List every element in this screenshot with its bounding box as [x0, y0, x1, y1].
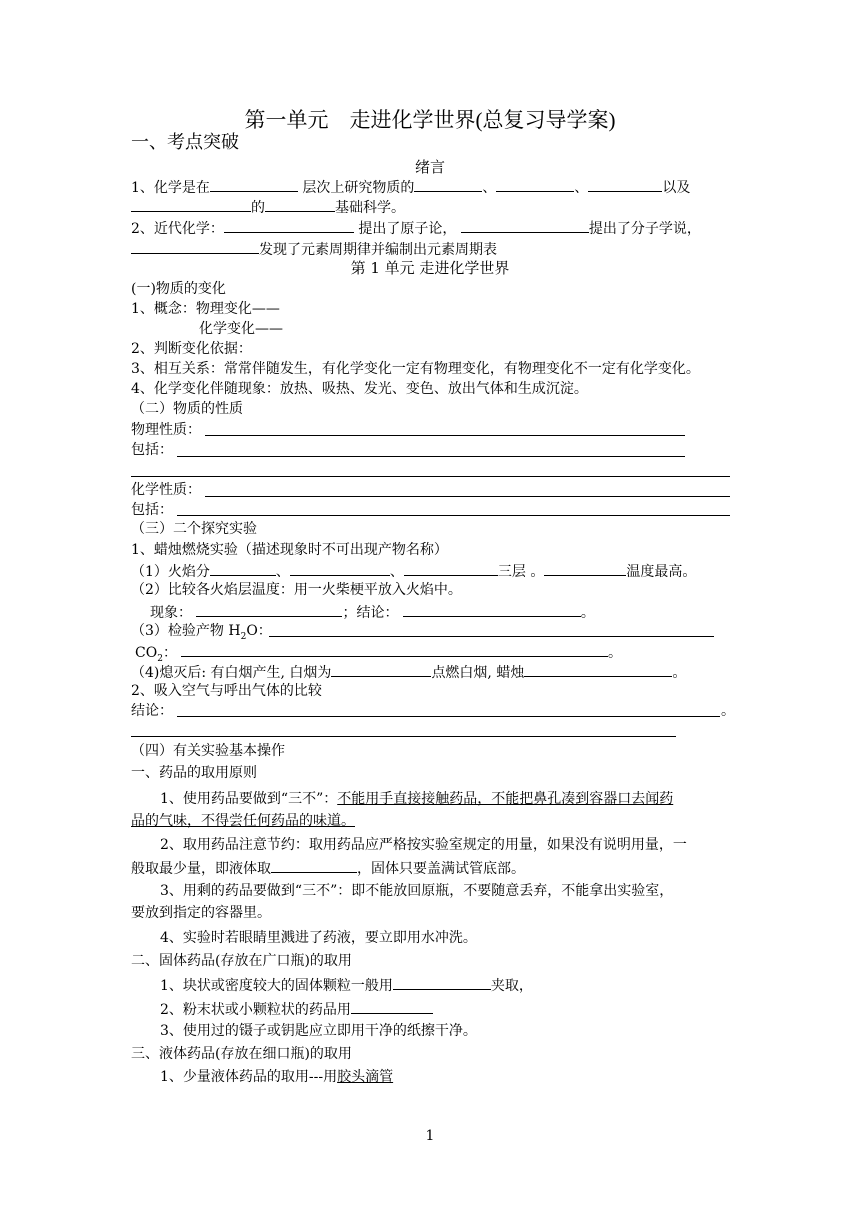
fill-blank	[131, 196, 251, 212]
fill-blank	[210, 176, 298, 192]
page-title: 第一单元 走进化学世界(总复习导学案)	[244, 108, 616, 132]
page-number: 1	[425, 1128, 435, 1144]
part-1-heading: (一)物质的变化	[131, 281, 226, 297]
intro-heading: 绪言	[414, 158, 445, 176]
unit-heading: 第 1 单元 走进化学世界	[350, 259, 510, 277]
answer-line	[177, 515, 730, 516]
extinguish-line: （4)熄灭后: 有白烟产生, 白烟为 点燃白烟, 蜡烛 。	[131, 661, 686, 683]
co2-test-line: $CO_2$： 。	[135, 641, 622, 669]
conclusion-end: 。	[721, 703, 735, 719]
fill-blank	[271, 857, 357, 873]
rule-2-line-2: 般取最少量，即液体取 ，固体只要盖满试管底部。	[131, 857, 525, 879]
conclusion-line: 结论：	[131, 703, 173, 719]
flame-temperature-line: （2）比较各火焰层温度：用一火柴梗平放入火焰中。	[131, 582, 462, 598]
answer-line	[177, 456, 685, 457]
question-1-line-1: 1、化学是在 层次上研究物质的 、 、 以及	[131, 176, 690, 198]
part-1-line: 4、化学变化伴随现象：放热、吸热、发光、变色、放出气体和生成沉淀。	[131, 381, 588, 397]
answer-line	[269, 636, 714, 637]
answer-line	[131, 736, 676, 737]
liquid-1: 1、少量液体药品的取用---用胶头滴管	[160, 1069, 394, 1085]
includes-line-1: 包括：	[131, 442, 173, 458]
includes-line-2: 包括：	[131, 502, 173, 518]
fill-blank	[393, 974, 491, 990]
fill-blank	[544, 560, 626, 576]
fill-blank	[196, 601, 342, 617]
fill-blank	[403, 601, 581, 617]
question-2-line-1: 2、近代化学： 提出了原子论， 提出了分子学说，	[131, 217, 701, 239]
rule-1-line-2: 品的气味，不得尝任何药品的味道。	[131, 813, 355, 829]
part-2-heading: （二）物质的性质	[131, 401, 243, 417]
rule-2-line-1: 2、取用药品注意节约：取用药品应严格按实验室规定的用量，如果没有说明用量，一	[160, 837, 687, 853]
section-1-heading: 一、药品的取用原则	[131, 765, 257, 781]
fill-blank	[290, 560, 390, 576]
solid-3: 3、使用过的镊子或钥匙应立即用干净的纸擦干净。	[160, 1023, 477, 1039]
fill-blank	[131, 238, 259, 254]
experiment-2: 2、吸入空气与呼出气体的比较	[131, 683, 322, 699]
experiment-1: 1、蜡烛燃烧实验（描述现象时不可出现产物名称）	[131, 542, 448, 558]
fill-blank	[224, 217, 354, 233]
physical-property-line: 物理性质：	[131, 422, 201, 438]
answer-line	[205, 435, 685, 436]
solid-1: 1、块状或密度较大的固体颗粒一般用 夹取，	[160, 974, 533, 996]
fill-blank	[404, 560, 498, 576]
fill-blank	[414, 176, 482, 192]
answer-line	[177, 716, 720, 717]
fill-blank	[461, 217, 589, 233]
fill-blank	[210, 560, 276, 576]
question-2-line-2: 发现了元素周期律并编制出元素周期表	[131, 238, 497, 260]
part-4-heading: （四）有关实验基本操作	[131, 743, 285, 759]
question-1-line-2: 的 基础科学。	[131, 196, 405, 218]
part-1-line: 化学变化——	[199, 321, 283, 337]
fill-blank	[181, 641, 608, 657]
solid-2: 2、粉末状或小颗粒状的药品用	[160, 998, 433, 1020]
fill-blank	[351, 998, 433, 1014]
answer-line	[205, 496, 730, 497]
part-3-heading: （三）二个探究实验	[131, 521, 257, 537]
rule-4: 4、实验时若眼睛里溅进了药液，要立即用水冲洗。	[160, 930, 477, 946]
rule-1-line-1: 1、使用药品要做到“三不”：不能用手直接接触药品，不能把鼻孔凑到容器口去闻药	[160, 791, 674, 807]
water-test-line: （3）检验产物 $H_2O$：	[131, 623, 272, 642]
chemical-property-line: 化学性质：	[131, 482, 201, 498]
part-1-line: 1、概念：物理变化——	[131, 301, 280, 317]
fill-blank	[265, 196, 335, 212]
fill-blank	[524, 661, 672, 677]
answer-line	[131, 476, 730, 477]
fill-blank	[331, 661, 431, 677]
observation-line: 现象： ；结论： 。	[150, 601, 595, 623]
section-3-heading: 三、液体药品(存放在细口瓶)的取用	[131, 1046, 352, 1062]
section-2-heading: 二、固体药品(存放在广口瓶)的取用	[131, 953, 352, 969]
rule-3-line-2: 要放到指定的容器里。	[131, 905, 271, 921]
fill-blank	[496, 176, 574, 192]
part-1-line: 3、相互关系：常常伴随发生，有化学变化一定有物理变化，有物理变化不一定有化学变化。	[131, 361, 700, 377]
part-1-line: 2、判断变化依据：	[131, 341, 252, 357]
section-heading-1: 一、考点突破	[131, 132, 239, 153]
flame-layers-line: （1）火焰分 、 、 三层 。 温度最高。	[131, 560, 696, 582]
rule-3-line-1: 3、用剩的药品要做到“三不”：即不能放回原瓶，不要随意丢弃，不能拿出实验室，	[160, 883, 674, 899]
fill-blank	[588, 176, 662, 192]
